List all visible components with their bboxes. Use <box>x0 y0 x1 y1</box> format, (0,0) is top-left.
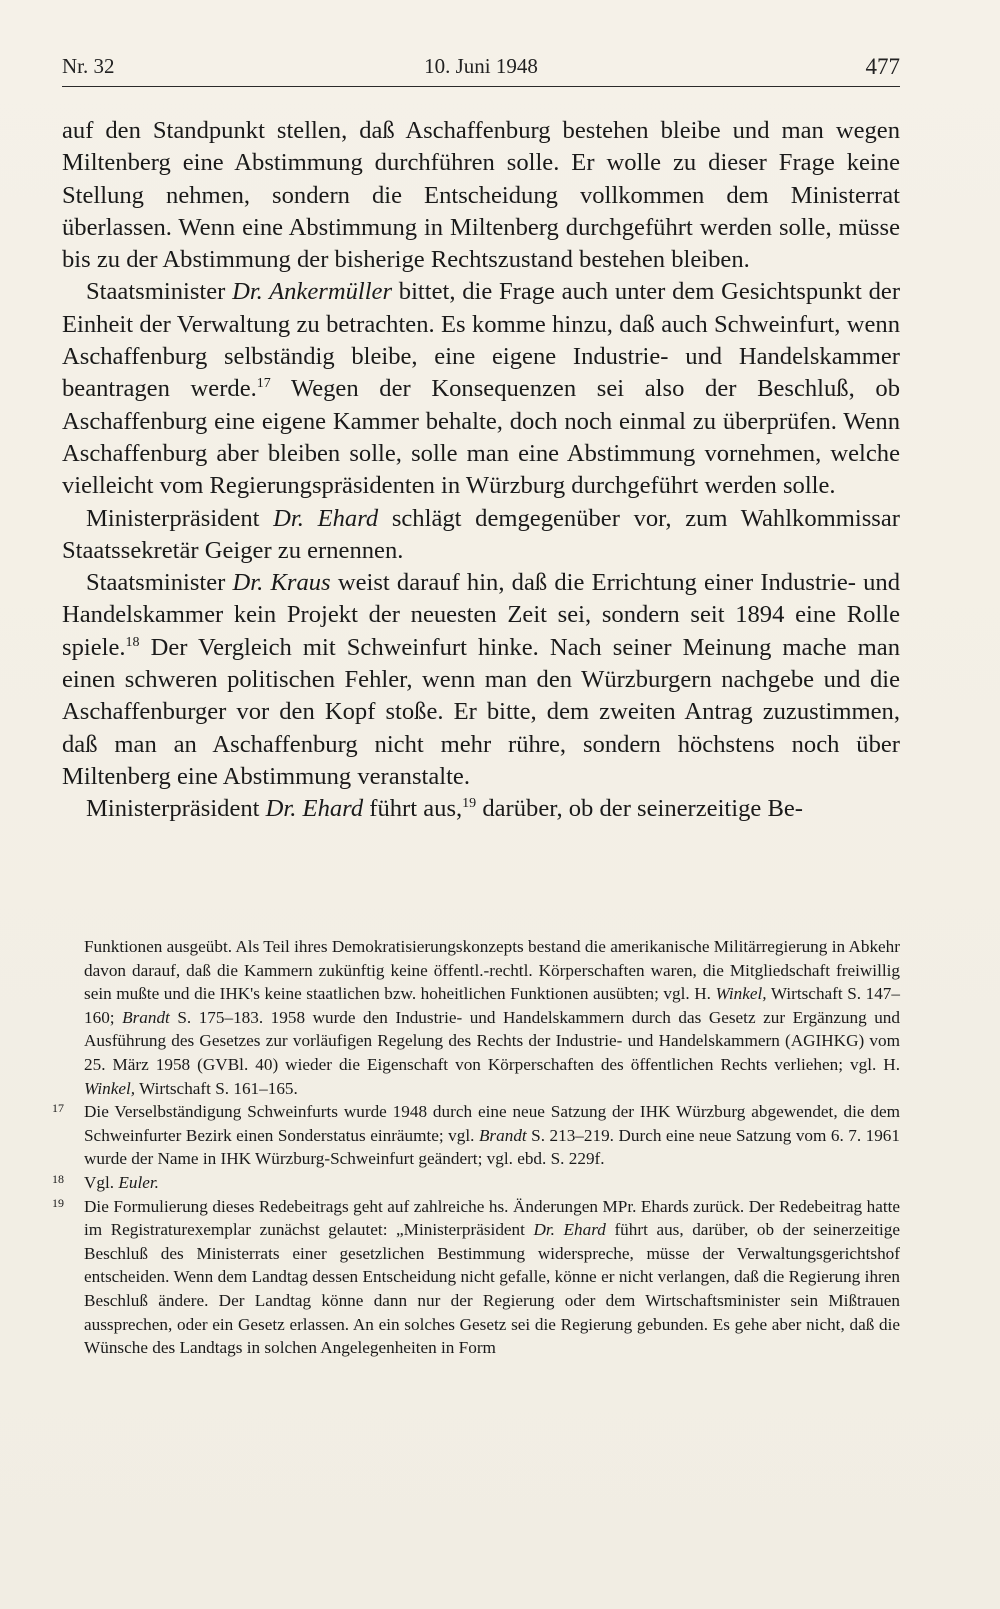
footnote-number: 17 <box>52 1101 64 1116</box>
footnote-reference: 17 <box>256 376 271 392</box>
footnote-number: 18 <box>52 1171 64 1186</box>
paragraph: auf den Standpunkt stellen, daß Aschaffenburg bestehen bleibe und man wegen Miltenberg eine Abstimmung durchführen solle. Er wolle zu dieser Frage keine Stellung nehmen, sondern die Entscheidung vollkommen dem Ministerrat überlassen. Wenn eine Abstimmung in Miltenberg durchgeführt werden solle, müsse bis zu der Abstimmung der bisherige Rechtszustand bestehen bleiben. <box>62 117 900 274</box>
speaker-name: Dr. Kraus <box>232 569 331 597</box>
footnote-reference: 18 <box>125 634 140 650</box>
header-rule <box>62 86 900 87</box>
footnote-reference: 19 <box>462 796 477 812</box>
paragraph: Staatsminister Dr. Ankermüller bittet, die Frage auch unter dem Gesichtspunkt der Einheit der Verwaltung zu betrachten. Es komme hinzu, daß auch Schweinfurt, wenn Aschaffenburg selbständig bleibe, eine eigene Industrie- und Handelskammer beantragen werde.$^{17}$ Wegen der Konsequenzen sei also der Beschluß, ob Aschaffenburg eine eigene Kammer behalte, doch noch einmal zu überprüfen. Wenn Aschaffenburg aber bleiben solle, solle man eine Abstimmung vornehmen, welche vielleicht vom Regierungspräsidenten in Würzburg durchgeführt werden solle. <box>62 278 901 500</box>
footnotes <box>52 935 900 1360</box>
footnote-number: 19 <box>52 1195 64 1210</box>
issue-number: Nr. 32 <box>62 54 115 78</box>
paragraph: Ministerpräsident Dr. Ehard führt aus,$^{19}$ darüber, ob der seinerzeitige Be- <box>86 795 803 823</box>
main-text <box>62 115 900 826</box>
page-number: 477 <box>865 54 900 79</box>
footnote-continuation: Funktionen ausgeübt. Als Teil ihres Demokratisierungskonzepts bestand die amerikanische Militärregierung in Abkehr davon darauf, daß die Kammern zukünftig keine öffentl.-rechtl. Körperschaften waren, die Mitgliedschaft freiwillig sein mußte und die IHK's keine staatlichen bzw. hoheitlichen Funktionen ausübten; vgl. H. Winkel, Wirtschaft S. 147–160; Brandt S. 175–183. 1958 wurde den Industrie- und Handelskammern durch das Gesetz zur Ergänzung und Ausführung des Gesetzes zur vorläufigen Regelung des Rechts der Industrie- und Handelskammern (AGIHKG) vom 25. März 1958 (GVBl. 40) wieder die Eigenschaft von Körperschaften des öffentlichen Rechts verliehen; vgl. H. Winkel, Wirtschaft S. 161–165. <box>84 937 900 1098</box>
speaker-name: Dr. Ehard <box>273 504 379 532</box>
paragraph: Staatsminister Dr. Kraus weist darauf hin, daß die Errichtung einer Industrie- und Handelskammer kein Projekt der neuesten Zeit sei, sondern seit 1894 eine Rolle spiele.$^{18}$ Der Vergleich mit Schweinfurt hinke. Nach seiner Meinung mache man einen schweren politischen Fehler, wenn man den Würzburgern nachgebe und die Aschaffenburger vor den Kopf stoße. Er bitte, dem zweiten Antrag zuzustimmen, daß man an Aschaffenburg nicht mehr rühre, sondern höchstens noch über Miltenberg eine Abstimmung veranstalte. <box>62 569 901 790</box>
speaker-name: Dr. Ehard <box>265 795 364 823</box>
paragraph: Ministerpräsident Dr. Ehard schlägt demgegenüber vor, zum Wahlkommissar Staatssekretär Geiger zu ernennen. <box>62 504 900 564</box>
running-header <box>62 50 900 86</box>
footnote-18: 18 Vgl. Euler. <box>62 1171 900 1195</box>
session-date: 10. Juni 1948 <box>424 54 538 78</box>
footnote-17: 17 Die Verselbständigung Schweinfurts wurde 1948 durch eine neue Satzung der IHK Würzburg abgewendet, die dem Schweinfurter Bezirk einen Sonderstatus einräumte; vgl. Brandt S. 213–219. Durch eine neue Satzung vom 6. 7. 1961 wurde der Name in IHK Würzburg-Schweinfurt geändert; vgl. ebd. S. 229f. <box>62 1100 900 1171</box>
speaker-name: Dr. Ankermüller <box>232 278 393 306</box>
footnote-19: 19 Die Formulierung dieses Redebeitrags geht auf zahlreiche hs. Änderungen MPr. Ehards zurück. Der Redebeitrag hatte im Registraturexemplar zunächst gelautet: „Ministerpräsident Dr. Ehard führt aus, darüber, ob der seinerzeitige Beschluß des Ministerrats einer gesetzlichen Bestimmung widerspreche, müsse der Verwaltungsgerichtshof entscheiden. Wenn dem Landtag dessen Entscheidung nicht gefalle, könne er nicht verlangen, daß die Regierung ihren Beschluß ändere. Der Landtag könne dann nur der Regierung oder dem Wirtschaftsminister sein Mißtrauen aussprechen, oder ein Gesetz erlassen. An ein solches Gesetz sei die Regierung gebunden. Es gehe aber nicht, daß die Wünsche des Landtags in solchen Angelegenheiten in Form <box>62 1195 900 1360</box>
